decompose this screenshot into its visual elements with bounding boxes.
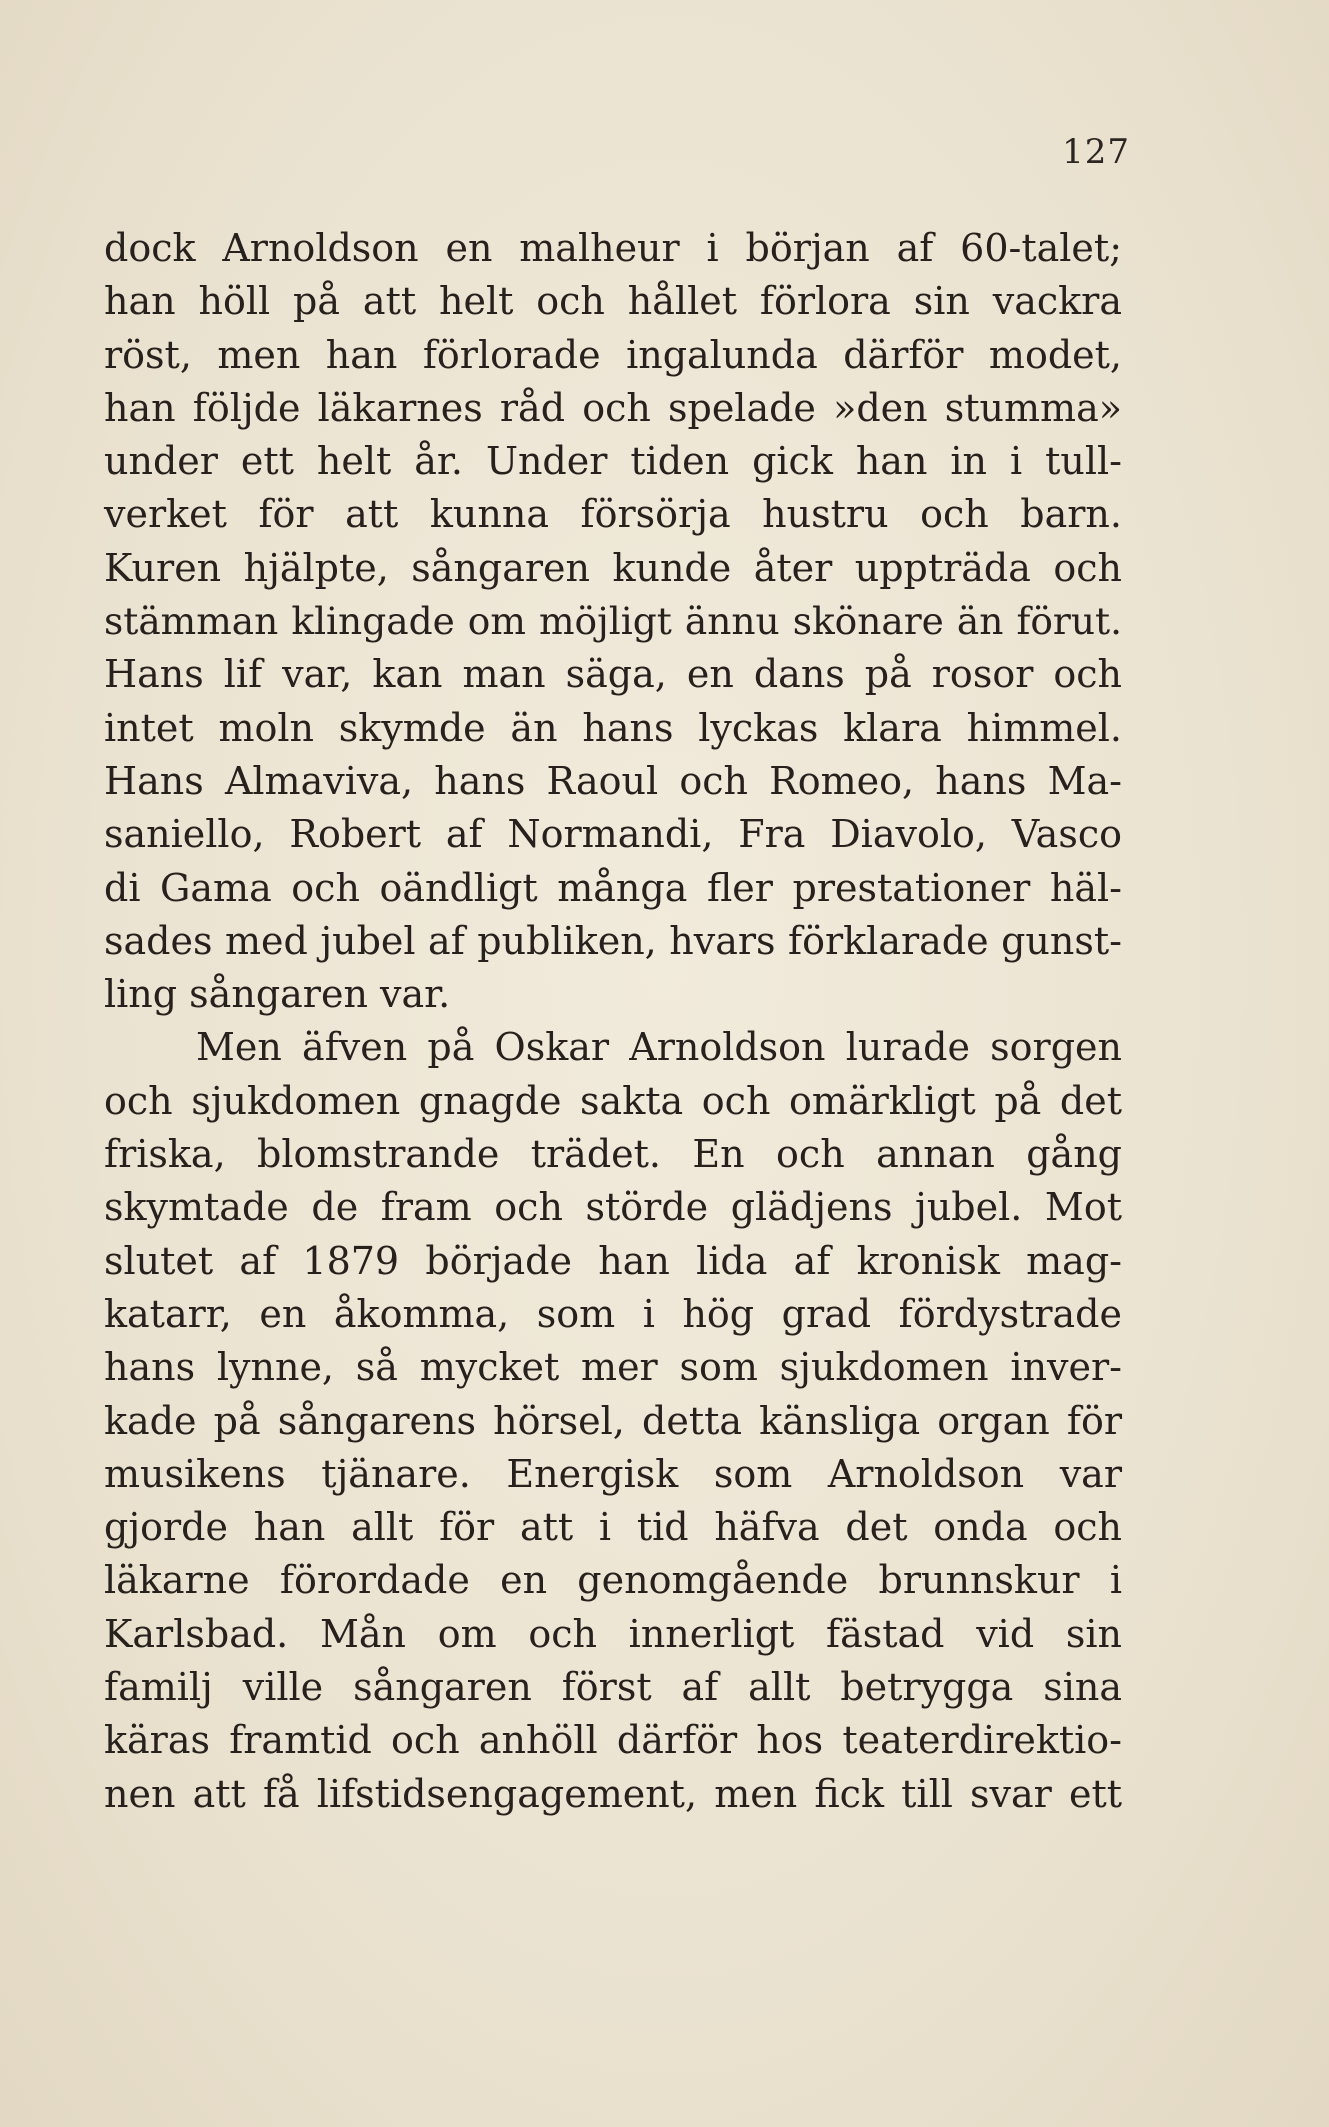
text-line: han följde läkarnes råd och spelade »den stumma» bbox=[104, 385, 1122, 430]
text-line: Kuren hjälpte, sångaren kunde åter uppträda och bbox=[104, 545, 1122, 590]
text-line: han höll på att helt och hållet förlora sin vackra bbox=[104, 279, 1122, 324]
text-line: friska, blomstrande trädet. En och annan gång bbox=[104, 1132, 1122, 1177]
paragraph-first-line: Men äfven på Oskar Arnoldson lurade sorgen bbox=[196, 1025, 1122, 1070]
text-line: verket för att kunna försörja hustru och barn. bbox=[104, 492, 1122, 537]
text-line: röst, men han förlorade ingalunda därför modet, bbox=[104, 332, 1122, 377]
text-line: skymtade de fram och störde glädjens jubel. Mot bbox=[104, 1185, 1122, 1230]
text-line: och sjukdomen gnagde sakta och omärkligt på det bbox=[104, 1078, 1122, 1123]
text-line: sades med jubel af publiken, hvars förklarade gunst- bbox=[104, 918, 1122, 963]
text-line: Hans lif var, kan man säga, en dans på rosor och bbox=[104, 652, 1122, 697]
text-line: ling sångaren var. bbox=[104, 972, 451, 1017]
page-number: 127 bbox=[1062, 132, 1130, 172]
text-line: kade på sångarens hörsel, detta känsliga organ för bbox=[104, 1398, 1122, 1443]
text-line: under ett helt år. Under tiden gick han in i tull- bbox=[104, 439, 1122, 484]
text-line: saniello, Robert af Normandi, Fra Diavolo, Vasco bbox=[104, 812, 1122, 857]
text-line: läkarne förordade en genomgående brunnskur i bbox=[104, 1558, 1122, 1603]
text-line: katarr, en åkomma, som i hög grad fördystrade bbox=[104, 1291, 1122, 1336]
text-line: gjorde han allt för att i tid häfva det onda och bbox=[104, 1505, 1122, 1550]
text-line: dock Arnoldson en malheur i början af 60-talet; bbox=[104, 226, 1122, 270]
text-line: slutet af 1879 började han lida af kronisk mag- bbox=[104, 1238, 1122, 1283]
text-line: intet moln skymde än hans lyckas klara himmel. bbox=[104, 705, 1122, 750]
text-line: käras framtid och anhöll därför hos teaterdirektio- bbox=[104, 1718, 1122, 1763]
text-line: familj ville sångaren först af allt betrygga sina bbox=[104, 1665, 1122, 1710]
text-line: hans lynne, så mycket mer som sjukdomen inver- bbox=[104, 1345, 1122, 1390]
text-line: stämman klingade om möjligt ännu skönare än förut. bbox=[104, 599, 1122, 644]
text-line: musikens tjänare. Energisk som Arnoldson var bbox=[104, 1451, 1122, 1496]
text-line: nen att få lifstidsengagement, men fick till svar ett bbox=[104, 1771, 1122, 1816]
text-line: Karlsbad. Mån om och innerligt fästad vid sin bbox=[104, 1611, 1122, 1656]
text-line: Hans Almaviva, hans Raoul och Romeo, hans Ma- bbox=[104, 758, 1122, 803]
text-line: di Gama och oändligt många fler prestationer häl- bbox=[104, 865, 1122, 910]
body-text bbox=[104, 222, 1122, 1821]
